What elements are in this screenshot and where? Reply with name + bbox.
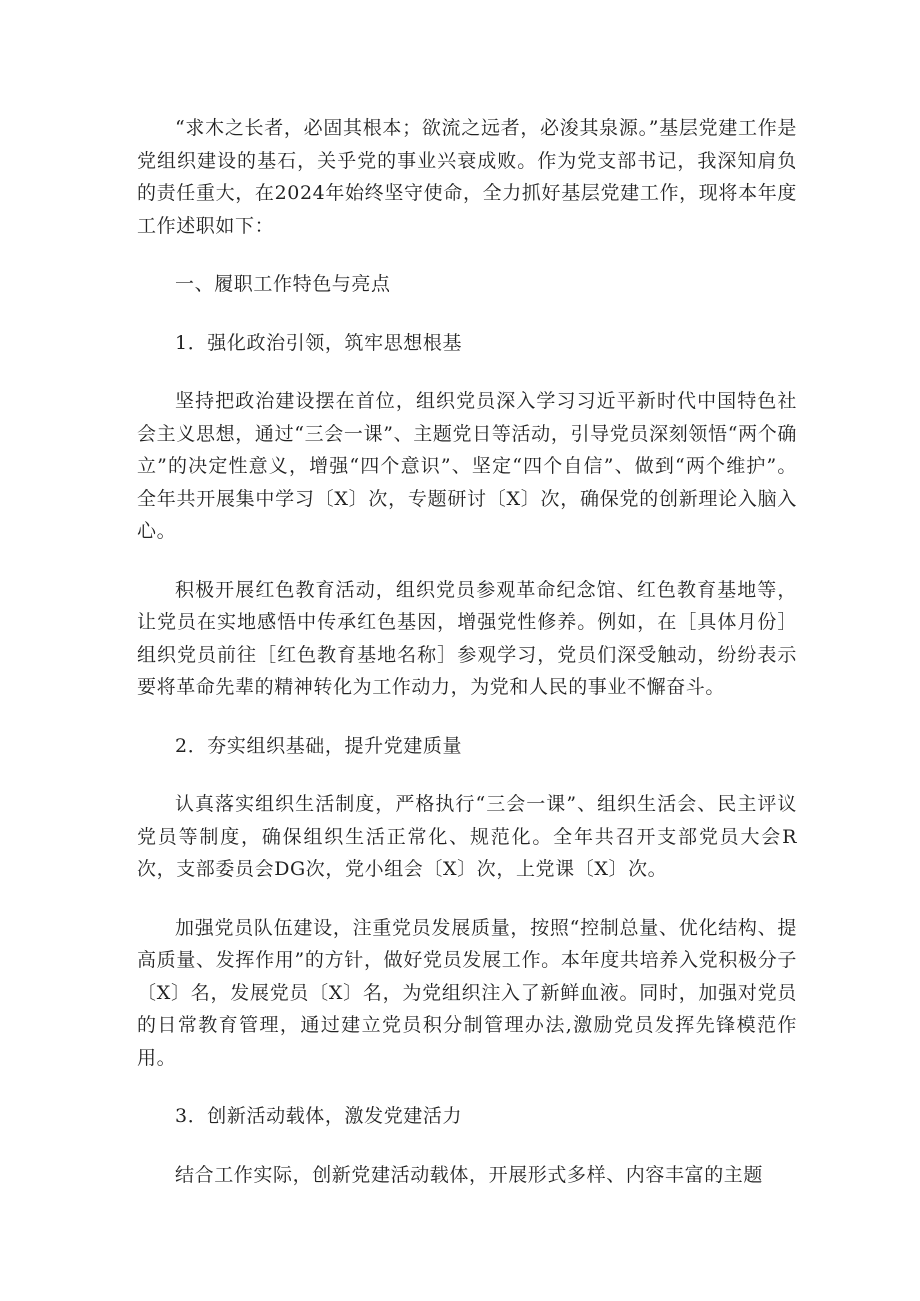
document-page (137, 112, 797, 1191)
subsection-heading-3: 3．创新活动载体，激发党建活力 (175, 1105, 463, 1127)
paragraph-2-2: 加强党员队伍建设，注重党员发展质量，按照“控制总量、优化结构、提高质量、发挥作用”的方针，做好党员发展工作。本年度共培养入党积极分子〔X〕名，发展党员〔X〕名，为党组织注入了新鲜血液。同时，加强对党员的日常教育管理，通过建立党员积分制管理办法,激励党员发挥先锋模范作用。 (137, 916, 797, 1069)
subsection-heading-1: 1．强化政治引领，筑牢思想根基 (175, 331, 463, 354)
section-heading-1: 一、履职工作特色与亮点 (175, 273, 391, 295)
paragraph-2-1: 认真落实组织生活制度，严格执行“三会一课”、组织生活会、民主评议党员等制度，确保组织生活正常化、规范化。全年共召开支部党员大会R次，支部委员会DG次，党小组会〔X〕次，上党课〔X〕次。 (137, 793, 797, 880)
paragraph-1-1: 坚持把政治建设摆在首位，组织党员深入学习习近平新时代中国特色社会主义思想，通过“三会一课”、主题党日等活动，引导党员深刻领悟“两个确立”的决定性意义，增强“四个意识”、坚定“四个自信”、做到“两个维护”。全年共开展集中学习〔X〕次，专题研讨〔X〕次，确保党的创新理论入脑入心。 (137, 390, 797, 542)
paragraph-3-1: 结合工作实际，创新党建活动载体，开展形式多样、内容丰富的主题 (175, 1163, 764, 1186)
subsection-heading-2: 2．夯实组织基础，提升党建质量 (175, 734, 463, 757)
paragraph-1-2: 积极开展红色教育活动，组织党员参观革命纪念馆、红色教育基地等，让党员在实地感悟中传承红色基因，增强党性修养。例如，在［具体月份］组织党员前往［红色教育基地名称］参观学习，党员们深受触动，纷纷表示要将革命先辈的精神转化为工作动力，为党和人民的事业不懈奋斗。 (137, 578, 797, 698)
intro-paragraph: “求木之长者，必固其根本；欲流之远者，必浚其泉源。”基层党建工作是党组织建设的基石，关乎党的事业兴衰成败。作为党支部书记，我深知肩负的责任重大，在2024年始终坚守使命，全力抓好基层党建工作，现将本年度工作述职如下： (137, 117, 797, 237)
